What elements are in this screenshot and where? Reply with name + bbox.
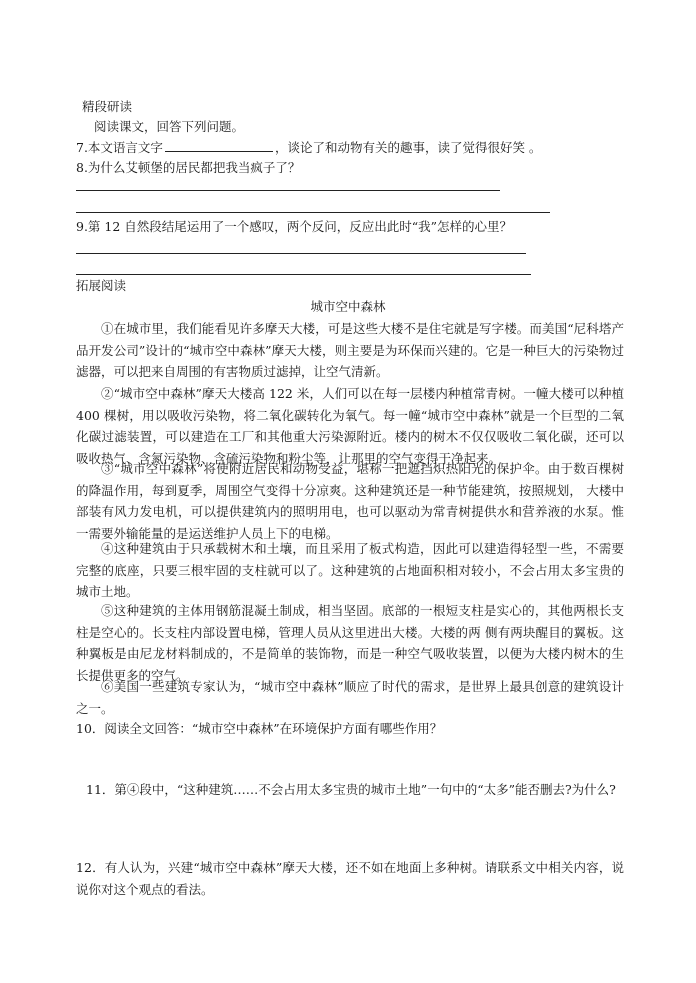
question-12: 12．有人认为，兴建“城市空中森林”摩天大楼，还不如在地面上多种树。请联系文中相关内容，说说你对这个观点的看法。 [76,860,624,897]
article-paragraph-6: ⑥美国一些建筑专家认为，“城市空中森林”顺应了时代的需求，是世界上最具创意的建筑设计之一。 [76,679,624,716]
section-heading-close-reading: 精段研读 [82,99,133,114]
instruction-text: 阅读课文，回答下列问题。 [94,119,245,134]
question-7-prefix: 7.本文语言文字 [76,140,163,155]
article-paragraph-3: ③“城市空中森林”将使附近居民和动物受益，堪称一把遮挡炽热阳光的保护伞。由于数百棵树的降温作用，每到夏季，周围空气变得十分凉爽。这种建筑还是一种节能建筑，按照规划， 大楼中部装有风力发电机，可以提供建筑内的照明用电，也可以驱动为常青树提供水和营养液的水泵。惟一需要外输能量的是运送维护人员上下的电梯。 [76,461,624,541]
question-7-answer-blank[interactable] [165,137,273,152]
question-7-suffix: ，谈论了和动物有关的趣事，读了觉得很好笑 。 [274,140,542,155]
question-8: 8.为什么艾顿堡的居民都把我当疯子了？ [76,160,301,175]
question-8-answer-line-2[interactable] [76,212,550,213]
article-title: 城市空中森林 [310,299,386,314]
question-7 [76,137,541,158]
question-9-answer-line-2[interactable] [76,274,531,275]
section-heading-extended-reading: 拓展阅读 [76,278,127,293]
question-11: 11．第④段中，“这种建筑……不会占用太多宝贵的城市土地”一句中的“太多”能否删去?为什么? [86,782,616,797]
article-paragraph-4: ④这种建筑由于只承载树木和土壤，而且采用了板式构造，因此可以建造得轻型一些，不需要完整的底座，只要三根牢固的支柱就可以了。这种建筑的占地面积相对较小，不会占用太多宝贵的城市土地。 [76,541,624,599]
article-paragraph-1: ①在城市里，我们能看见许多摩天大楼，可是这些大楼不是住宅就是写字楼。而美国“尼科塔产品开发公司”设计的“城市空中森林”摩天大楼，则主要是为环保而兴建的。它是一种巨大的污染物过滤器，可以把来自周围的有害物质过滤掉，让空气清新。 [76,321,624,379]
article-paragraph-5: ⑤这种建筑的主体用钢筋混凝土制成，相当坚固。底部的一根短支柱是实心的，其他两根长支柱是空心的。长支柱内部设置电梯，管理人员从这里进出大楼。大楼的两 侧有两块醒目的翼板。这种翼板是由尼龙材料制成的，不是简单的装饰物，而是一种空气吸收装置，以便为大楼内树木的生长提供更多的空气。 [76,603,624,683]
article-paragraph-2: ②“城市空中森林”摩天大楼高 122 米，人们可以在每一层楼内种植常青树。一幢大楼可以种植 400 棵树，用以吸收污染物，将二氧化碳转化为氧气。每一幢“城市空中森林”就是一个巨型的二氧化碳过滤装置，可以建造在工厂和其他重大污染源附近。楼内的树木不仅仅吸收二氧化碳，还可以吸收热气、含氮污染物、含硫污染物和粉尘等，让那里的空气变得干净起来。 [76,386,624,466]
question-9-answer-line-1[interactable] [76,253,526,254]
question-10: 10．阅读全文回答：“城市空中森林”在环境保护方面有哪些作用？ [76,721,443,736]
question-9: 9.第 12 自然段结尾运用了一个感叹，两个反问，反应出此时“我”怎样的心里？ [76,219,513,234]
question-8-answer-line-1[interactable] [76,190,500,191]
